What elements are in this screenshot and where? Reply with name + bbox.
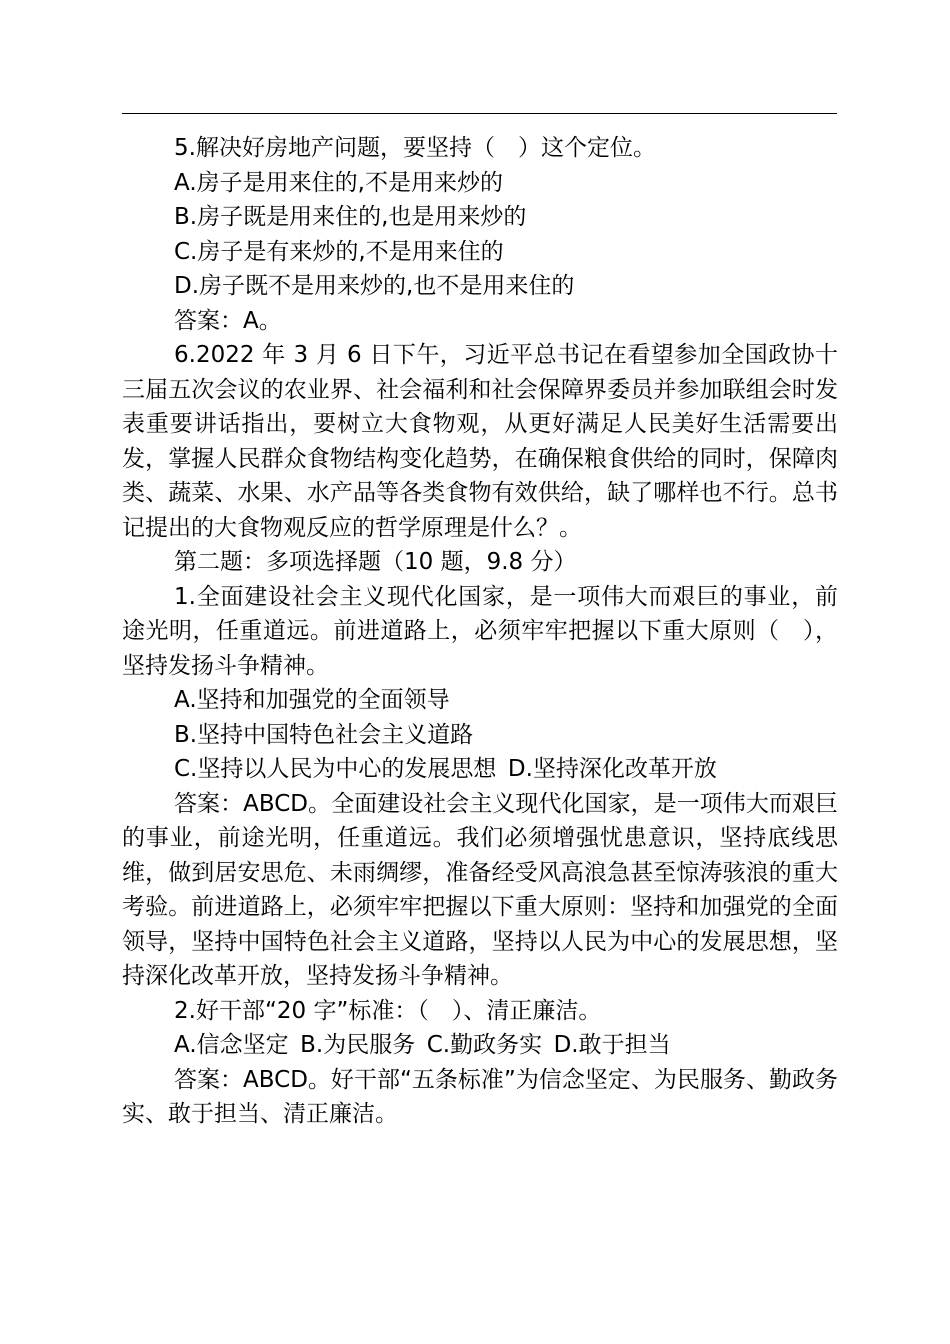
- section-2-heading: 第二题：多项选择题（10 题，9.8 分）: [174, 549, 577, 575]
- multi-question-1-answer: 答案：ABCD。全面建设社会主义现代化国家，是一项伟大而艰巨的事业，前途光明，任重道远。我们必须增强忧患意识，坚持底线思维，做到居安思危、未雨绸缪，准备经受风高浪急甚至惊涛骇浪的重大考验。前进道路上，必须牢牢把握以下重大原则：坚持和加强党的全面领导，坚持中国特色社会主义道路，坚持以人民为中心的发展思想，坚持深化改革开放，坚持发扬斗争精神。: [122, 790, 838, 989]
- question-5: 5.解决好房地产问题，要坚持（ ）这个定位。: [174, 135, 656, 161]
- multi-question-1: 1.全面建设社会主义现代化国家，是一项伟大而艰巨的事业，前途光明，任重道远。前进道路上，必须牢牢把握以下重大原则（ ），坚持发扬斗争精神。: [122, 583, 838, 679]
- multi-question-2: 2.好干部“20 字”标准：（ ）、清正廉洁。: [174, 997, 602, 1024]
- question-5-option-b: B.房子既是用来住的,也是用来炒的: [174, 204, 527, 230]
- header-rule: [122, 113, 837, 114]
- multi-question-2-options: A.信念坚定 B.为民服务 C.勤政务实 D.敢于担当: [174, 1032, 671, 1058]
- question-6: 6.2022 年 3 月 6 日下午，习近平总书记在看望参加全国政协十三届五次会议的农业界、社会福利和社会保障界委员并参加联组会时发表重要讲话指出，要树立大食物观，从更好满足人民美好生活需要出发，掌握人民群众食物结构变化趋势，在确保粮食供给的同时，保障肉类、蔬菜、水果、水产品等各类食物有效供给，缺了哪样也不行。总书记提出的大食物观反应的哲学原理是什么？。: [122, 342, 838, 541]
- document-body: [122, 131, 838, 1132]
- question-5-option-c: C.房子是有来炒的,不是用来住的: [174, 238, 504, 265]
- question-5-answer: 答案：A。: [174, 307, 282, 334]
- multi-question-1-option-b: B.坚持中国特色社会主义道路: [174, 721, 474, 748]
- question-5-option-d: D.房子既不是用来炒的,也不是用来住的: [174, 273, 575, 299]
- multi-question-1-option-a: A.坚持和加强党的全面领导: [174, 687, 450, 713]
- multi-question-1-option-cd: C.坚持以人民为中心的发展思想 D.坚持深化改革开放: [174, 756, 717, 782]
- question-5-option-a: A.房子是用来住的,不是用来炒的: [174, 169, 503, 196]
- multi-question-2-answer: 答案：ABCD。好干部“五条标准”为信念坚定、为民服务、勤政务实、敢于担当、清正廉洁。: [122, 1066, 838, 1127]
